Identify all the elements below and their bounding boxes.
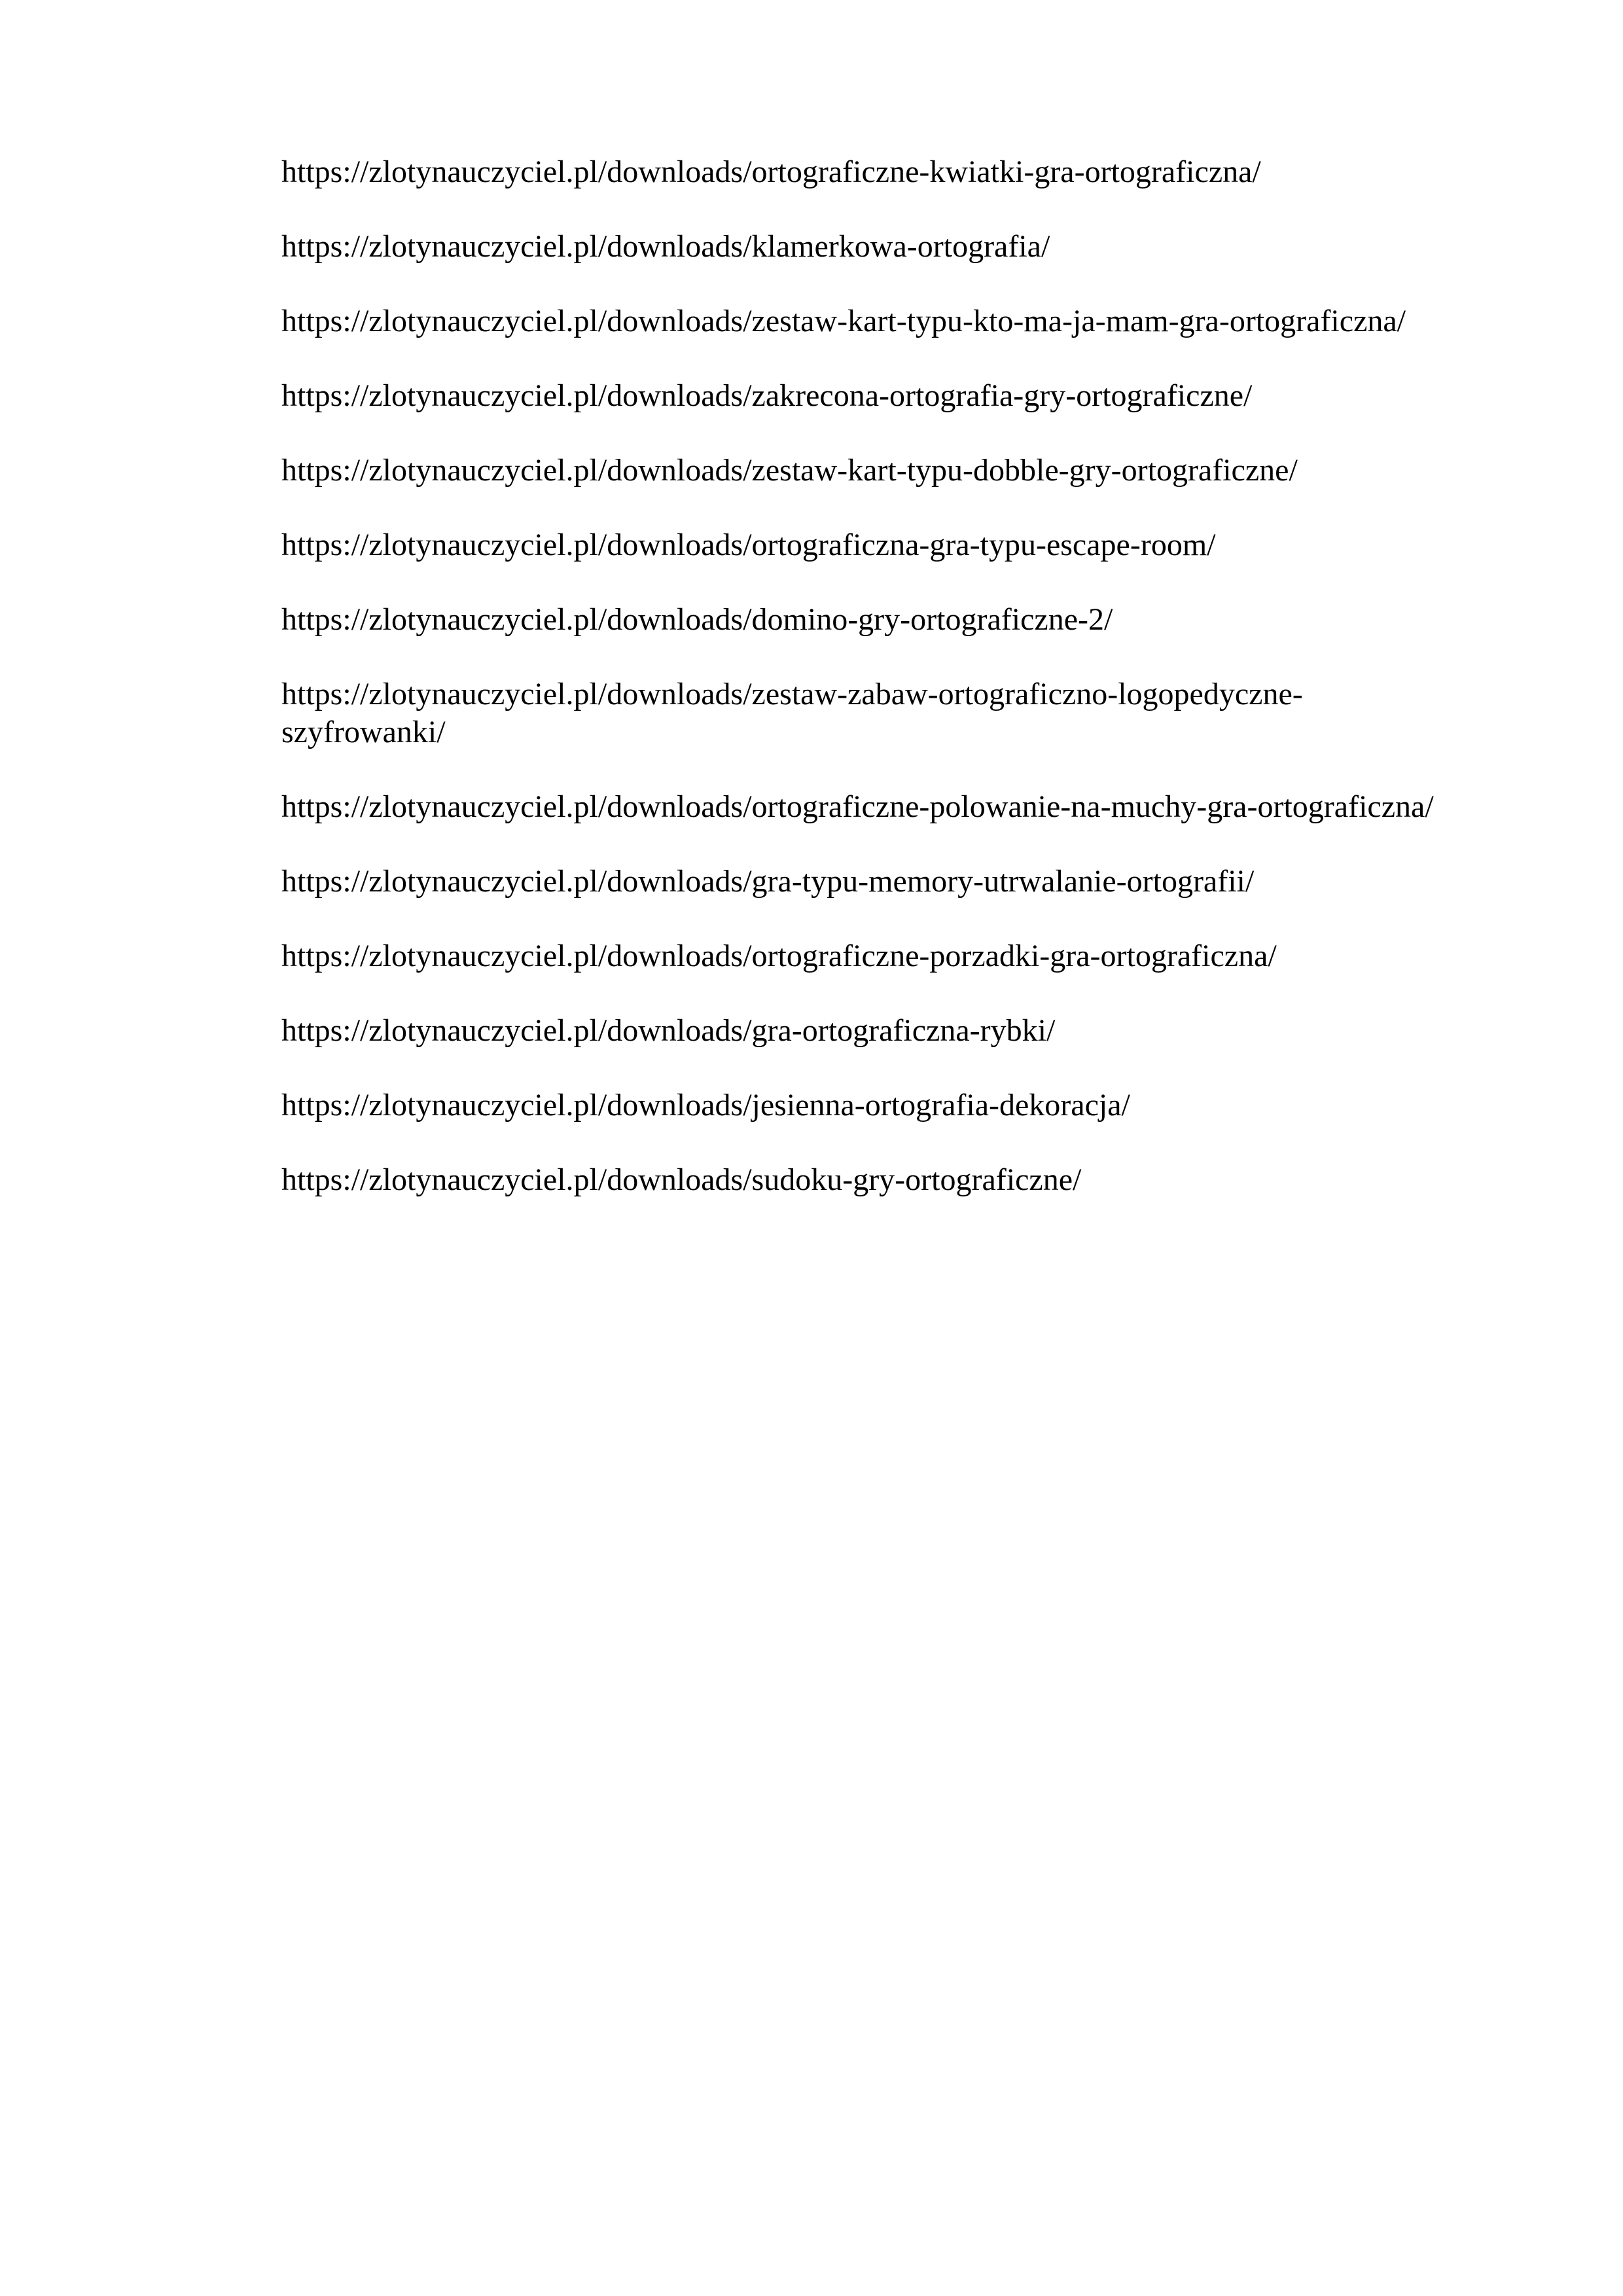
download-link[interactable]: https://zlotynauczyciel.pl/downloads/domino-gry-ortograficzne-2/ [281,602,1113,637]
list-item [281,675,1525,751]
list-item [281,1012,1525,1050]
download-link[interactable]: https://zlotynauczyciel.pl/downloads/sudoku-gry-ortograficzne/ [281,1162,1082,1197]
download-link[interactable]: https://zlotynauczyciel.pl/downloads/ortograficzna-gra-typu-escape-room/ [281,528,1216,562]
list-item [281,302,1525,340]
download-link[interactable]: https://zlotynauczyciel.pl/downloads/zestaw-kart-typu-kto-ma-ja-mam-gra-ortograficzna/ [281,304,1406,338]
download-link[interactable]: https://zlotynauczyciel.pl/downloads/gra-typu-memory-utrwalanie-ortografii/ [281,864,1255,899]
download-link[interactable]: https://zlotynauczyciel.pl/downloads/zakrecona-ortografia-gry-ortograficzne/ [281,378,1253,413]
list-item [281,937,1525,975]
download-link[interactable]: https://zlotynauczyciel.pl/downloads/ortograficzne-porzadki-gra-ortograficzna/ [281,939,1277,973]
download-link[interactable]: https://zlotynauczyciel.pl/downloads/ortograficzne-polowanie-na-muchy-gra-ortograficzna/ [281,789,1434,824]
list-item [281,601,1525,639]
download-link[interactable]: https://zlotynauczyciel.pl/downloads/zestaw-zabaw-ortograficzno-logopedyczne-szyfrowanki/ [281,677,1303,749]
download-link[interactable]: https://zlotynauczyciel.pl/downloads/jesienna-ortografia-dekoracja/ [281,1088,1130,1122]
list-item [281,1161,1525,1199]
link-list [281,153,1525,1236]
download-link[interactable]: https://zlotynauczyciel.pl/downloads/ortograficzne-kwiatki-gra-ortograficzna/ [281,154,1261,189]
list-item [281,153,1525,191]
download-link[interactable]: https://zlotynauczyciel.pl/downloads/zestaw-kart-typu-dobble-gry-ortograficzne/ [281,453,1298,488]
download-link[interactable]: https://zlotynauczyciel.pl/downloads/gra-ortograficzna-rybki/ [281,1013,1056,1048]
list-item [281,863,1525,901]
download-link[interactable]: https://zlotynauczyciel.pl/downloads/klamerkowa-ortografia/ [281,229,1050,264]
list-item [281,228,1525,266]
list-item [281,526,1525,564]
list-item [281,377,1525,415]
list-item [281,1086,1525,1124]
list-item [281,452,1525,490]
list-item [281,788,1525,826]
